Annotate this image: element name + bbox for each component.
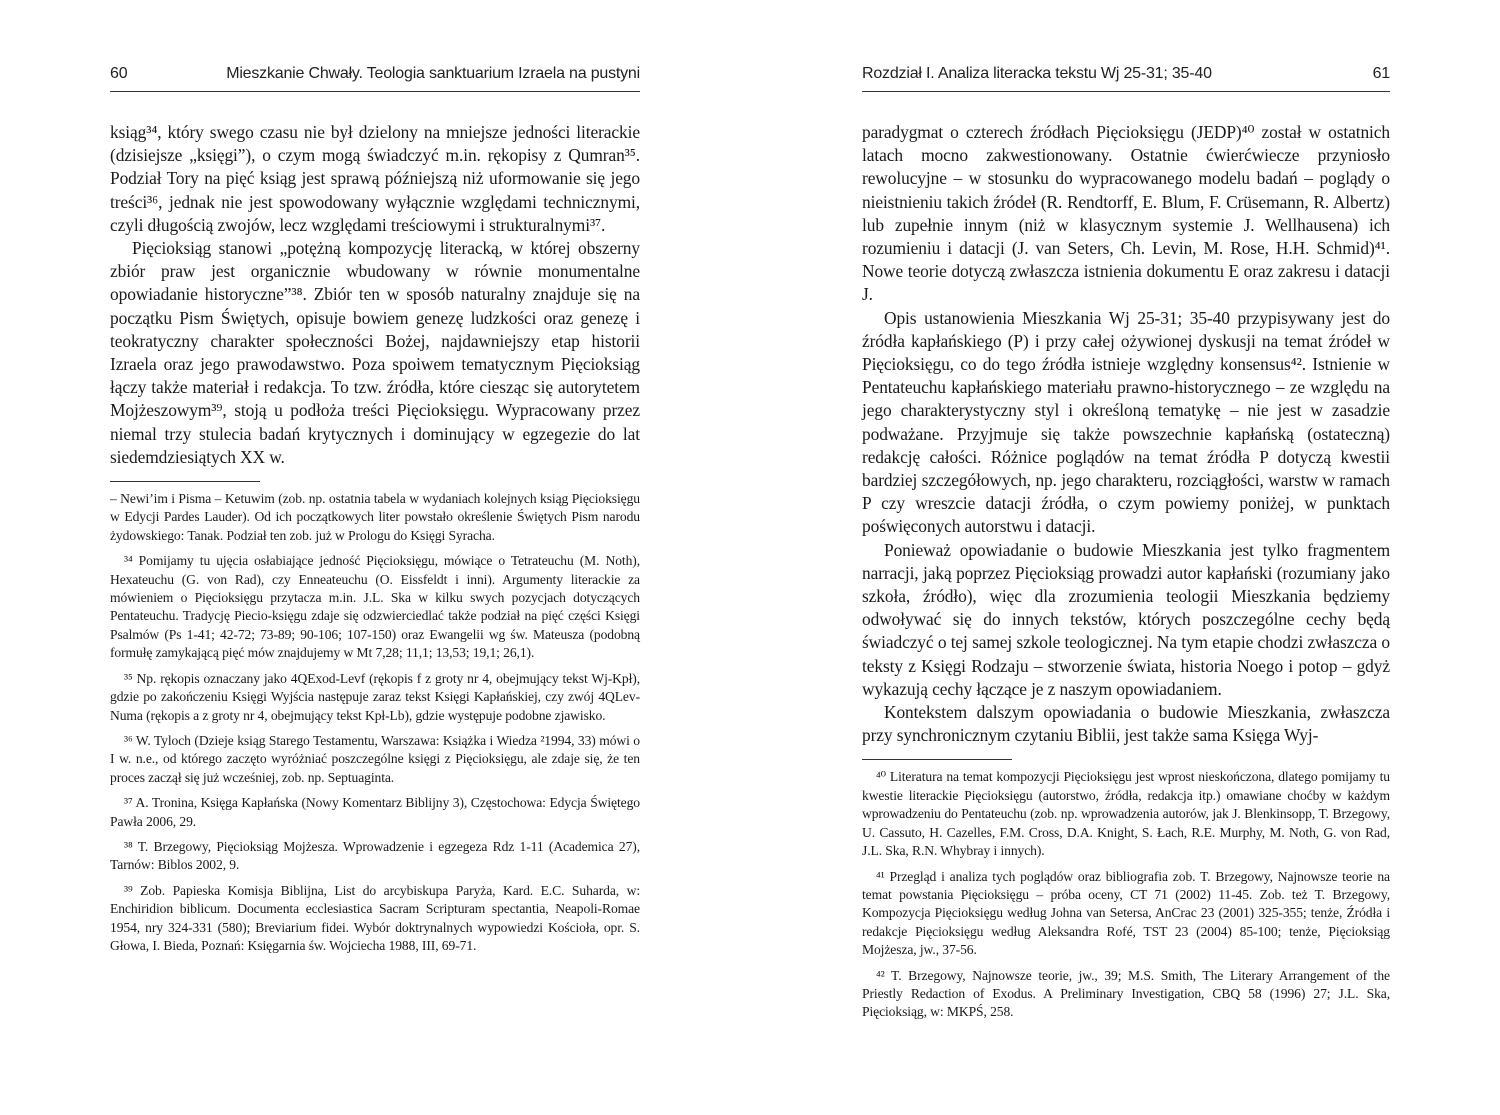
body-paragraph: Kontekstem dalszym opowiadania o budowie Mieszkania, zwłaszcza przy synchronicznym czytaniu Biblii, jest także sama Księga Wyj-: [862, 702, 1390, 746]
footnote: – Newi’im i Pisma – Ketuwim (zob. np. ostatnia tabela w wydaniach kolejnych ksiąg Pięcioksięgu w Edycji Pardes Lauder). Od ich początkowych liter powstało określenie Świętych Pism narodu żydowskiego: Tanak. Podział ten zob. już w Prologu do Księgi Syracha.: [110, 491, 640, 543]
footnote: ⁴⁰ Literatura na temat kompozycji Pięcioksięgu jest wprost nieskończona, dlatego pomijamy tu kwestie literackie Pięcioksięgu (autorstwo, źródła, redakcja itp.) omawiane choćby w każdym wprowadzeniu do Pentateuchu (zob. np. wprowadzenia autorów, jak J. Blenkinsopp, T. Brzegowy, U. Cassuto, H. Cazelles, F.M. Cross, D.A. Knight, S. Łach, R.E. Murphy, M. Noth, G. von Rad, J.L. Ska, R.N. Whybray i innych).: [862, 769, 1390, 859]
footnote: ³⁶ W. Tyloch (Dzieje ksiąg Starego Testamentu, Warszawa: Książka i Wiedza ²1994, 33) mówi o I w. n.e., od którego zaczęto wyróżniać poszczególne księgi z Pięcioksięgu, ale zdaje się, że ten proces zaczął się już wcześniej, zob. np. Septuaginta.: [110, 732, 640, 785]
body-paragraph: Pięcioksiąg stanowi „potężną kompozycję literacką, w której obszerny zbiór praw jest organicznie wbudowany w równie monumentalne opowiadanie historyczne”³⁸. Zbiór ten w sposób naturalny znajduje się na początku Pism Świętych, opisuje bowiem genezę ludzkości oraz genezę i teokratyczny charakter społeczności Bożej, najdawniejszy etap historii Izraela oraz jego prawodawstwo. Poza spoiwem tematycznym Pięcioksiąg łączy także materiał i redakcja. To tzw. źródła, które ciesząc się autorytetem Mojżeszowym³⁹, stoją u podłoża treści Pięcioksięgu. Wypracowany przez niemal trzy stulecia badań krytycznych i dominujący w egzegezie do lat siedemdziesiątych XX w.: [110, 238, 640, 467]
footnote: ⁴¹ Przegląd i analiza tych poglądów oraz bibliografia zob. T. Brzegowy, Najnowsze teorie na temat powstania Pięcioksięgu – próba oceny, CT 71 (2002) 11-45. Zob. też T. Brzegowy, Kompozycja Pięcioksięgu według Johna van Setersa, AnCrac 23 (2001) 325-355; tenże, Źródła i redakcje Pięcioksięgu według Aleksandra Rofé, TST 23 (2004) 85-100; tenże, Pięcioksiąg Mojżesza, jw., 37-56.: [862, 868, 1390, 958]
body-paragraph: Opis ustanowienia Mieszkania Wj 25-31; 35-40 przypisywany jest do źródła kapłańskiego (P) i przy całej ożywionej dyskusji na temat źródeł w Pięcioksięgu, co do tego źródła istnieje względny konsensus⁴². Istnienie w Pentateuchu kapłańskiego materiału prawno-historycznego – ze względu na jego charakterystyczny styl i określoną tematykę – nie jest w zasadzie podważane. Przyjmuje się także powszechnie kapłańską (ostateczną) redakcję całości. Różnice poglądów na temat źródła P dotyczą kwestii bardziej szczegółowych, np. jego charakteru, rozciągłości, warstw w ramach P czy wreszcie datacji źródła, o czym powiemy poniżej, w punktach poświęconych autorstwu i datacji.: [862, 307, 1390, 537]
footnote: ³⁸ T. Brzegowy, Pięcioksiąg Mojżesza. Wprowadzenie i egzegeza Rdz 1-11 (Academica 27), Tarnów: Biblos 2002, 9.: [110, 838, 640, 873]
body-paragraph: Ponieważ opowiadanie o budowie Mieszkania jest tylko fragmentem narracji, jaką poprzez Pięcioksiąg prowadzi autor kapłański (rozumiany jako szkoła, źródło), więc dla zrozumienia teologii Mieszkania będziemy odwoływać się do innych tekstów, których poszczególne cechy będą świadczyć o tej samej szkole teologicznej. Na tym etapie chodzi zwłaszcza o teksty z Księgi Rodzaju – stworzenie świata, historia Noego i potop – gdyż wykazują cechy łączące je z naszym opowiadaniem.: [862, 539, 1390, 699]
footnotes: [110, 490, 640, 955]
footnote-rule: [110, 481, 260, 482]
footnote: ³⁵ Np. rękopis oznaczany jako 4QExod-Levf (rękopis f z groty nr 4, obejmujący tekst Wj-Kpł), gdzie po zakończeniu Księgi Wyjścia następuje zaraz tekst Księgi Kapłańskiej, czy zwój 4QLev-Numa (rękopis a z groty nr 4, obejmujący tekst Kpł-Lb), gdzie występuje podobne zjawisko.: [110, 670, 640, 723]
page-number: 61: [1372, 65, 1390, 82]
footnote-rule: [862, 759, 1012, 760]
right-page-body: [862, 121, 1390, 1029]
body-paragraph: paradygmat o czterech źródłach Pięcioksięgu (JEDP)⁴⁰ został w ostatnich latach mocno zakwestionowany. Ostatnie ćwierćwiecze przyniosło rewolucyjne – w stosunku do wypracowanego modelu badań – poglądy o nieistnieniu takich źródeł (R. Rendtorff, E. Blum, F. Crüsemann, R. Albertz) lub zupełnie innym (niż w klasycznym systemie J. Wellhausena) ich rozumieniu i datacji (J. van Seters, Ch. Levin, M. Rose, H.H. Schmid)⁴¹. Nowe teorie dotyczą zwłaszcza istnienia dokumentu E oraz zakresu i datacji J.: [862, 122, 1390, 305]
left-page-header: [110, 60, 640, 92]
body-paragraph: ksiąg³⁴, który swego czasu nie był dzielony na mniejsze jedności literackie (dzisiejsze „księgi”), o czym mogą świadczyć m.in. rękopisy z Qumran³⁵. Podział Tory na pięć ksiąg jest sprawą późniejszą niż uformowanie się jego treści³⁶, jednak nie jest spowodowany wyłącznie względami technicznymi, czyli długością zwojów, lecz względami treściowymi i strukturalnymi³⁷.: [110, 122, 640, 235]
footnotes: [862, 768, 1390, 1021]
right-page-header: [862, 60, 1390, 92]
running-title: Mieszkanie Chwały. Teologia sanktuarium Izraela na pustyni: [226, 65, 640, 82]
running-title: Rozdział I. Analiza literacka tekstu Wj 25-31; 35-40: [862, 65, 1212, 82]
right-page: [750, 0, 1500, 1115]
left-page-body: [110, 121, 640, 962]
footnote: ³⁷ A. Tronina, Księga Kapłańska (Nowy Komentarz Biblijny 3), Częstochowa: Edycja Świętego Pawła 2006, 29.: [110, 795, 640, 829]
page-number: 60: [110, 65, 128, 82]
footnote: ⁴² T. Brzegowy, Najnowsze teorie, jw., 39; M.S. Smith, The Literary Arrangement of the Priestly Redaction of Exodus. A Preliminary Investigation, CBQ 58 (1996) 27; J.L. Ska, Pięcioksiąg, w: MKPŚ, 258.: [862, 967, 1390, 1020]
footnote: ³⁴ Pomijamy tu ujęcia osłabiające jedność Pięcioksięgu, mówiące o Tetrateuchu (M. Noth), Hexateuchu (G. von Rad), czy Enneateuchu (O. Eissfeldt i inni). Argumenty literackie za mówieniem o Pięcioksięgu przytacza m.in. J.L. Ska w kilku swych pozycjach dotyczących Pentateuchu. Tradycję Piecio-księgu zdaje się odzwierciedlać także podział na pięć części Księgi Psalmów (Ps 1-41; 42-72; 73-89; 90-106; 107-150) oraz Ewangelii wg św. Mateusza (podobną formułę zamykającą pięć mów znajdujemy w Mt 7,28; 11,1; 13,53; 19,1; 26,1).: [110, 553, 640, 661]
footnote: ³⁹ Zob. Papieska Komisja Biblijna, List do arcybiskupa Paryża, Kard. E.C. Suharda, w: Enchiridion biblicum. Documenta ecclesiastica Sacram Scripturam spectantia, Neapoli-Romae 1954, nry 324-331 (580); Breviarium fidei. Wybór doktrynalnych wypowiedzi Kościoła, opr. S. Głowa, I. Bieda, Poznań: Księgarnia św. Wojciecha 1988, III, 69-71.: [110, 882, 640, 953]
